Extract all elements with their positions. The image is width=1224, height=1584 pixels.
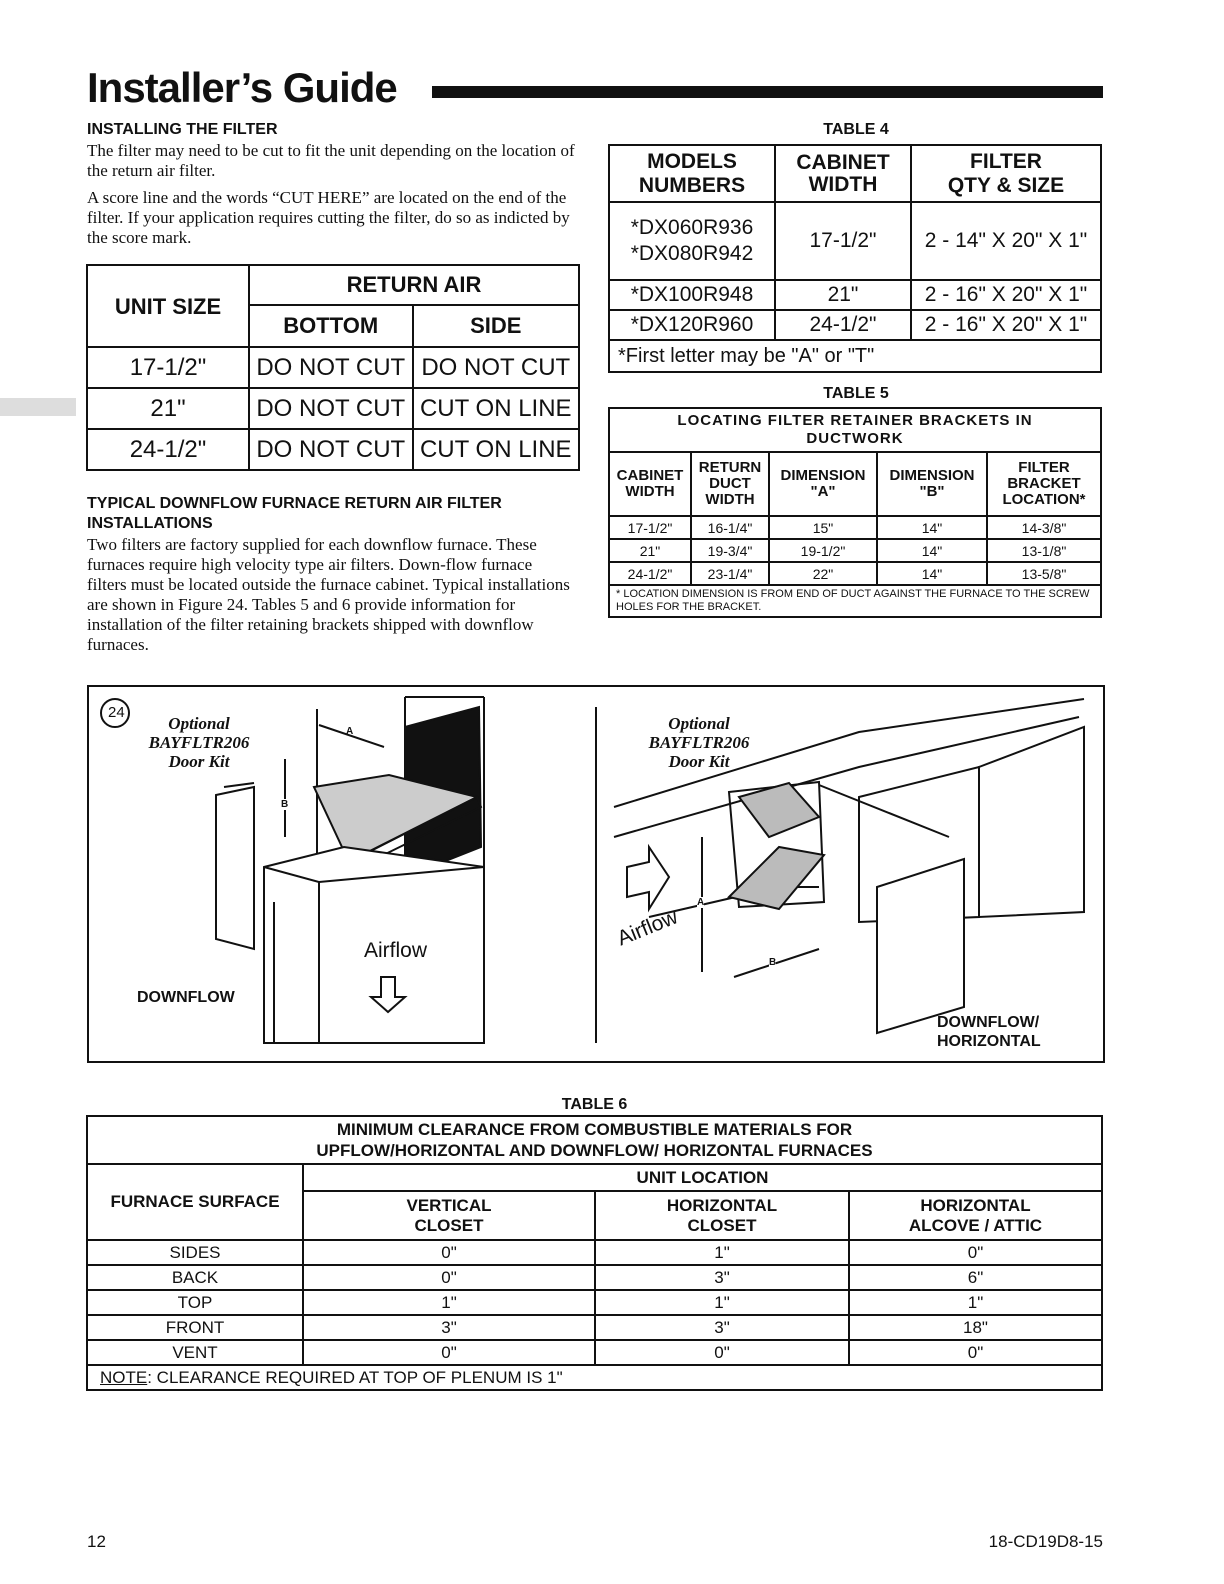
table5-cell: 16-1/4" (691, 516, 769, 539)
filter-bottom (729, 847, 824, 909)
table6-cell: 0" (303, 1265, 595, 1290)
horizontal-alcove-line1: HORIZONTAL (920, 1195, 1031, 1215)
table5-cell: 21" (609, 539, 691, 562)
table4-models-header (609, 145, 775, 202)
table5-header: FILTER BRACKET LOCATION* (987, 452, 1101, 516)
table6-title-line1: MINIMUM CLEARANCE FROM COMBUSTIBLE MATERIALS FOR (336, 1120, 853, 1139)
table4-width-cell: 17-1/2" (775, 202, 911, 280)
table5-header: RETURN DUCT WIDTH (691, 452, 769, 516)
table5-title (609, 408, 1101, 452)
table6-cell: 0" (303, 1240, 595, 1265)
table6-cell: 3" (595, 1315, 849, 1340)
table6-cell: 3" (303, 1315, 595, 1340)
bottom-cell: DO NOT CUT (249, 388, 413, 429)
bottom-cell: DO NOT CUT (249, 347, 413, 388)
optional-label: Optional (668, 714, 730, 733)
bottom-header: BOTTOM (249, 305, 413, 347)
page-number: 12 (87, 1532, 106, 1551)
horizontal-closet-line1: HORIZONTAL (666, 1195, 778, 1215)
note-text: : CLEARANCE REQUIRED AT TOP OF PLENUM IS 1" (147, 1367, 563, 1387)
table6-cell: 1" (595, 1240, 849, 1265)
installing-filter-heading: INSTALLING THE FILTER (87, 121, 278, 138)
filter-top (739, 783, 819, 837)
unit-size-cell: 17-1/2" (87, 347, 249, 388)
side-cell: CUT ON LINE (413, 429, 579, 470)
table6-cell: TOP (87, 1290, 303, 1315)
downflow-horizontal-line2: HORIZONTAL (937, 1033, 1041, 1050)
horizontal-closet-line2: CLOSET (687, 1215, 757, 1235)
table5-cell: 13-5/8" (987, 562, 1101, 585)
kit-label: BAYFLTR206 (648, 733, 750, 752)
table5-cell: 14-3/8" (987, 516, 1101, 539)
table5 (608, 407, 1102, 618)
document-id: 18-CD19D8-15 (988, 1532, 1103, 1551)
table4-filter-cell: 2 - 16" X 20" X 1" (911, 310, 1101, 340)
filter-header-line2: QTY & SIZE (947, 173, 1065, 197)
table5-cell: 17-1/2" (609, 516, 691, 539)
table6-caption: TABLE 6 (561, 1096, 628, 1113)
dim-a-label: A (346, 726, 354, 737)
table5-cell: 24-1/2" (609, 562, 691, 585)
left-optional-kit-label (139, 714, 259, 771)
horizontal-closet-header (595, 1191, 849, 1240)
note-label: NOTE (100, 1367, 148, 1387)
table4-filter-cell: 2 - 16" X 20" X 1" (911, 280, 1101, 310)
installing-filter-para1: The filter may need to be cut to fit the unit depending on the location of the return air filter. (87, 141, 575, 180)
dim-b-label: B (281, 799, 289, 810)
table5-header: DIMENSION "A" (769, 452, 877, 516)
unit-location-header: UNIT LOCATION (303, 1164, 1102, 1191)
table4-model-cell: *DX120R960 (609, 310, 775, 340)
dim-b-label: B (769, 957, 777, 968)
model-number: *DX080R942 (630, 242, 754, 265)
right-optional-kit-label (639, 714, 759, 771)
table6-cell: 0" (849, 1340, 1102, 1365)
table6-cell: 1" (849, 1290, 1102, 1315)
table4-note: *First letter may be "A" or "T" (609, 340, 1101, 372)
models-header-line1: MODELS (647, 149, 737, 173)
side-cell: DO NOT CUT (413, 347, 579, 388)
models-header-line2: NUMBERS (638, 173, 746, 197)
table6-cell: 1" (303, 1290, 595, 1315)
door-panel (216, 787, 254, 949)
table5-title-line2: DUCTWORK (806, 430, 904, 447)
vertical-closet-line2: CLOSET (414, 1215, 484, 1235)
table4-width-cell: 21" (775, 280, 911, 310)
horizontal-alcove-line2: ALCOVE / ATTIC (908, 1215, 1043, 1235)
table5-cell: 23-1/4" (691, 562, 769, 585)
table4-width-cell: 24-1/2" (775, 310, 911, 340)
side-header: SIDE (413, 305, 579, 347)
table6-title (87, 1116, 1102, 1164)
bottom-cell: DO NOT CUT (249, 429, 413, 470)
table4-cabinet-header (775, 145, 911, 202)
table6-cell: 3" (595, 1265, 849, 1290)
downflow-horizontal-line1: DOWNFLOW/ (937, 1014, 1040, 1031)
table5-cell: 14" (877, 539, 987, 562)
furnace-front (979, 727, 1084, 917)
door-panel-right (877, 859, 964, 1033)
table6-cell: 6" (849, 1265, 1102, 1290)
table5-title-line1: LOCATING FILTER RETAINER BRACKETS IN (677, 412, 1033, 429)
return-air-table (86, 264, 580, 471)
table5-cell: 19-3/4" (691, 539, 769, 562)
table6-title-line2: UPFLOW/HORIZONTAL AND DOWNFLOW/ HORIZONTAL FURNACES (316, 1141, 873, 1160)
table6-cell: 0" (849, 1240, 1102, 1265)
downflow-heading-2: INSTALLATIONS (87, 515, 213, 532)
table5-cell: 14" (877, 516, 987, 539)
installing-filter-para2: A score line and the words “CUT HERE” are located on the end of the filter. If your application requires cutting the filter, do so as indicted by the score mark. (87, 188, 570, 247)
table6-cell: VENT (87, 1340, 303, 1365)
return-air-header: RETURN AIR (249, 265, 579, 305)
title-rule (432, 86, 1103, 98)
table5-caption: TABLE 5 (823, 385, 889, 402)
unit-size-cell: 21" (87, 388, 249, 429)
downflow-para: Two filters are factory supplied for each downflow furnace. These furnaces require high velocity type air filters. Down-flow furnace filters must be located outside the furnace cabinet. Typical installations are shown in Figure 24. Tables 5 and 6 provide information for installation of the filter retaining brackets shipped with downflow furnaces. (87, 535, 570, 654)
table6-cell: SIDES (87, 1240, 303, 1265)
table5-cell: 13-1/8" (987, 539, 1101, 562)
dim-a-label: A (697, 897, 705, 908)
page-title: Installer’s Guide (87, 64, 397, 111)
table4-filter-cell: 2 - 14" X 20" X 1" (911, 202, 1101, 280)
filter-header-line1: FILTER (970, 149, 1042, 173)
kit-label: BAYFLTR206 (148, 733, 250, 752)
table6-cell: 0" (303, 1340, 595, 1365)
downflow-label: DOWNFLOW (137, 989, 235, 1006)
table6-cell: BACK (87, 1265, 303, 1290)
scan-margin-mark (0, 398, 76, 416)
right-airflow-label: Airflow (614, 905, 682, 951)
table4 (608, 144, 1102, 373)
vertical-closet-header (303, 1191, 595, 1240)
table6-cell: 18" (849, 1315, 1102, 1340)
table4-caption: TABLE 4 (823, 121, 889, 138)
table4-model-cell (609, 202, 775, 280)
table5-cell: 19-1/2" (769, 539, 877, 562)
left-airflow-label: Airflow (364, 939, 428, 962)
airflow-arrow-icon (627, 847, 669, 909)
table4-filter-header (911, 145, 1101, 202)
cabinet-header-line2: WIDTH (808, 172, 878, 196)
table5-cell: 15" (769, 516, 877, 539)
door-kit-label: Door Kit (168, 752, 230, 771)
table6 (86, 1115, 1103, 1391)
table5-header: CABINET WIDTH (609, 452, 691, 516)
unit-size-cell: 24-1/2" (87, 429, 249, 470)
unit-size-header: UNIT SIZE (87, 265, 249, 347)
table6-note (87, 1365, 1102, 1390)
table6-cell: FRONT (87, 1315, 303, 1340)
table6-cell: 1" (595, 1290, 849, 1315)
figure-number: 24 (108, 704, 125, 721)
optional-label: Optional (168, 714, 230, 733)
figure-24 (87, 685, 1105, 1063)
downflow-horizontal-label (937, 1013, 1041, 1051)
downflow-heading-1: TYPICAL DOWNFLOW FURNACE RETURN AIR FILTER (87, 495, 502, 512)
dim-b-line (734, 949, 819, 977)
table4-model-cell: *DX100R948 (609, 280, 775, 310)
vertical-closet-line1: VERTICAL (406, 1195, 492, 1215)
door-kit-label: Door Kit (668, 752, 730, 771)
furnace-surface-header: FURNACE SURFACE (87, 1164, 303, 1240)
table5-header: DIMENSION "B" (877, 452, 987, 516)
table6-cell: 0" (595, 1340, 849, 1365)
door-arrow (224, 783, 254, 787)
table5-cell: 14" (877, 562, 987, 585)
horizontal-alcove-header (849, 1191, 1102, 1240)
cabinet-header-line1: CABINET (796, 150, 890, 174)
table5-cell: 22" (769, 562, 877, 585)
table5-footnote: * LOCATION DIMENSION IS FROM END OF DUCT AGAINST THE FURNACE TO THE SCREW HOLES FOR THE BRACKET. (609, 585, 1101, 617)
model-number: *DX060R936 (630, 216, 754, 239)
side-cell: CUT ON LINE (413, 388, 579, 429)
